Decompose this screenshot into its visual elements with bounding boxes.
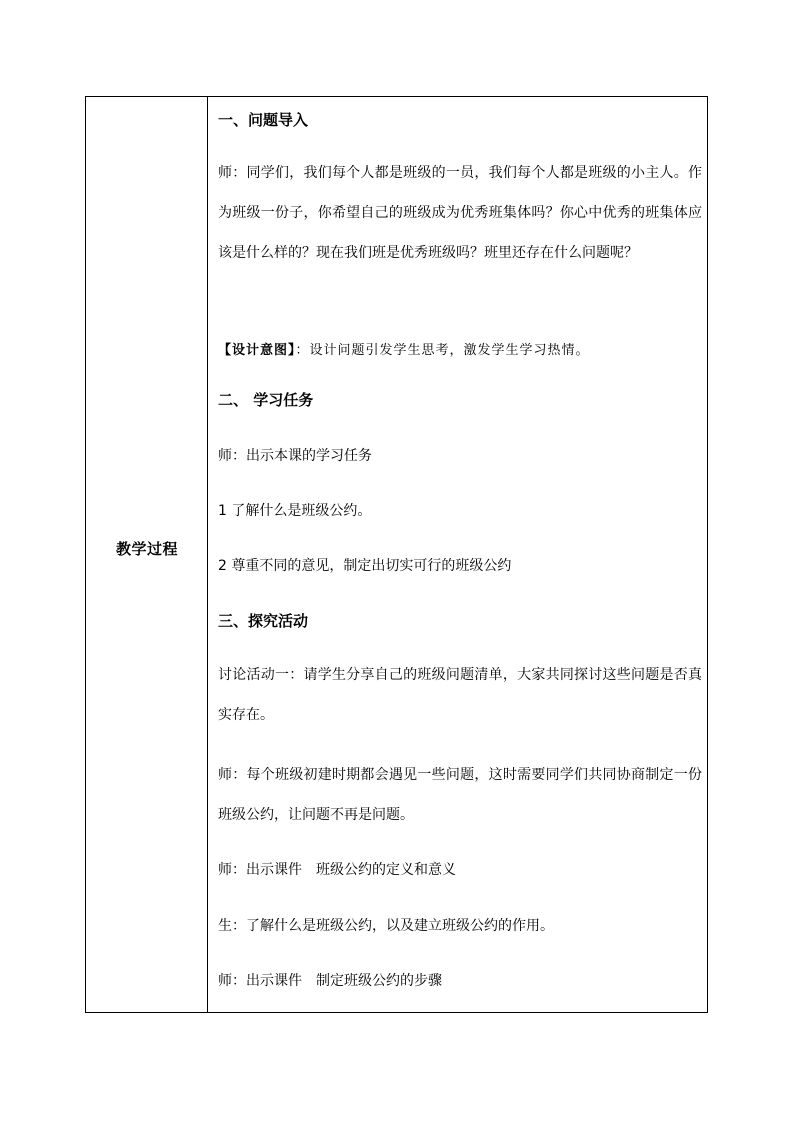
heading-learning-tasks: 二、 学习任务 — [218, 391, 314, 409]
intro-paragraph: 师：同学们，我们每个人都是班级的一员，我们每个人都是班级的小主人。作为班级一份子，你希望自己的班级成为优秀班集体吗？你心中优秀的班集体应该是什么样的？现在我们班是优秀班级吗？班里还存在什么问题呢？ — [218, 165, 702, 261]
task-item-2: 2 尊重不同的意见，制定出切实可行的班级公约 — [218, 558, 512, 574]
section-label: 教学过程 — [115, 540, 178, 558]
heading-problem-intro: 一、问题导入 — [218, 111, 309, 129]
courseware-steps: 师：出示课件 制定班级公约的步骤 — [218, 973, 442, 989]
heading-exploration-activity: 三、探究活动 — [218, 612, 309, 630]
content-cell — [208, 97, 707, 1012]
courseware-definition: 师：出示课件 班级公约的定义和意义 — [218, 862, 456, 878]
student-response: 生：了解什么是班级公约，以及建立班级公约的作用。 — [218, 918, 554, 934]
teacher-note: 师：每个班级初建时期都会遇见一些问题，这时需要同学们共同协商制定一份班级公约，让问题不再是问题。 — [218, 767, 702, 823]
design-intent — [218, 342, 590, 360]
lesson-plan-table — [85, 96, 708, 1013]
task-intro: 师：出示本课的学习任务 — [218, 448, 372, 464]
design-intent-label: 【设计意图】 — [218, 343, 296, 358]
section-label-cell — [86, 97, 208, 1012]
design-intent-text: ：设计问题引发学生思考，激发学生学习热情。 — [295, 343, 590, 358]
task-item-1: 1 了解什么是班级公约。 — [218, 503, 372, 519]
discussion-activity-1: 讨论活动一：请学生分享自己的班级问题清单，大家共同探讨这些问题是否真实存在。 — [218, 667, 702, 723]
